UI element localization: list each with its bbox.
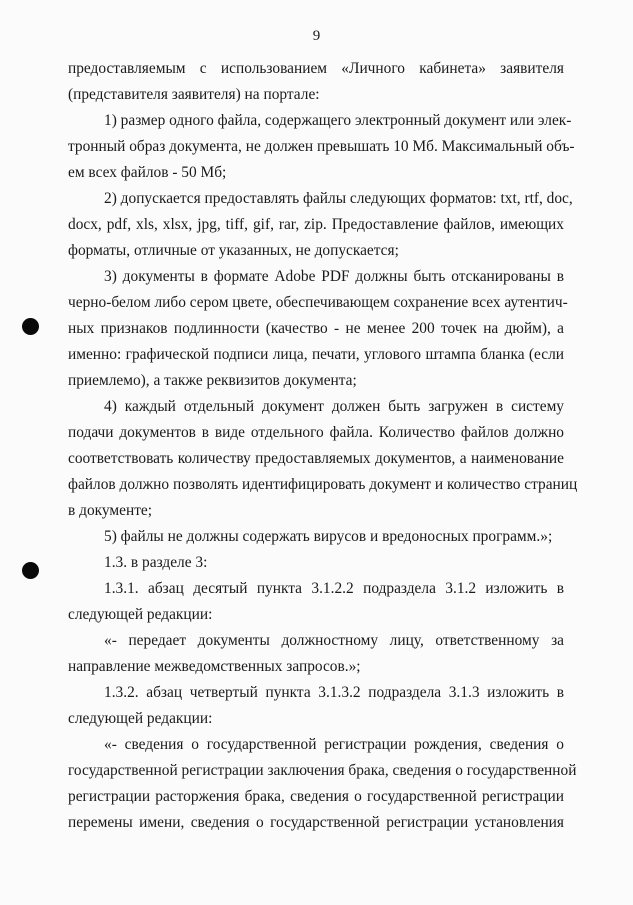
text-line: «- передает документы должностному лицу, ответственному за (104, 632, 564, 649)
text-line: именно: графической подписи лица, печати, углового штампа бланка (если (68, 346, 564, 363)
text-line: 1.3.2. абзац четвертый пункта 3.1.3.2 подраздела 3.1.3 изложить в (104, 684, 564, 701)
text-line: 3) документы в формате Adobe PDF должны быть отсканированы в (104, 268, 564, 285)
text-line: 1) размер одного файла, содержащего электронный документ или элек- (104, 112, 572, 129)
text-line: регистрации расторжения брака, сведения о государственной регистрации (68, 788, 564, 805)
text-line: черно-белом либо сером цвете, обеспечивающем сохранение всех аутентич- (68, 294, 568, 311)
text-line: 2) допускается предоставлять файлы следующих форматов: txt, rtf, doc, (104, 190, 573, 207)
text-line: направление межведомственных запросов.»; (68, 658, 361, 675)
text-line: соответствовать количеству предоставляемых документов, а наименование (68, 450, 564, 467)
text-line: государственной регистрации заключения брака, сведения о государственной (68, 762, 577, 779)
punch-hole (22, 562, 39, 579)
text-line: файлов должно позволять идентифицировать документ и количество страниц (68, 476, 578, 493)
text-line: следующей редакции: (68, 710, 213, 727)
text-line: следующей редакции: (68, 606, 213, 623)
page-number: 9 (312, 28, 321, 44)
text-line: ем всех файлов - 50 Мб; (68, 164, 227, 181)
text-line: приемлемо), а также реквизитов документа; (68, 372, 357, 389)
text-line: 1.3. в разделе 3: (104, 554, 208, 571)
text-line: ных признаков подлинности (качество - не менее 200 точек на дюйм), а (68, 320, 564, 337)
text-line: тронный образ документа, не должен превышать 10 Мб. Максимальный объ- (68, 138, 575, 155)
punch-hole (22, 318, 39, 335)
text-line: подачи документов в виде отдельного файла. Количество файлов должно (68, 424, 564, 441)
text-line: предоставляемым с использованием «Личного кабинета» заявителя (68, 60, 564, 77)
text-line: docx, pdf, xls, xlsx, jpg, tiff, gif, rar, zip. Предоставление файлов, имеющих (68, 216, 564, 233)
text-line: «- сведения о государственной регистрации рождения, сведения о (104, 736, 564, 753)
text-line: в документе; (68, 502, 153, 519)
text-line: 4) каждый отдельный документ должен быть загружен в систему (104, 398, 564, 415)
text-line: 1.3.1. абзац десятый пункта 3.1.2.2 подраздела 3.1.2 изложить в (104, 580, 564, 597)
text-line: 5) файлы не должны содержать вирусов и вредоносных программ.»; (104, 528, 553, 545)
text-line: перемены имени, сведения о государственной регистрации установления (68, 814, 564, 831)
text-line: (представителя заявителя) на портале: (68, 86, 320, 103)
text-line: форматы, отличные от указанных, не допускается; (68, 242, 399, 259)
